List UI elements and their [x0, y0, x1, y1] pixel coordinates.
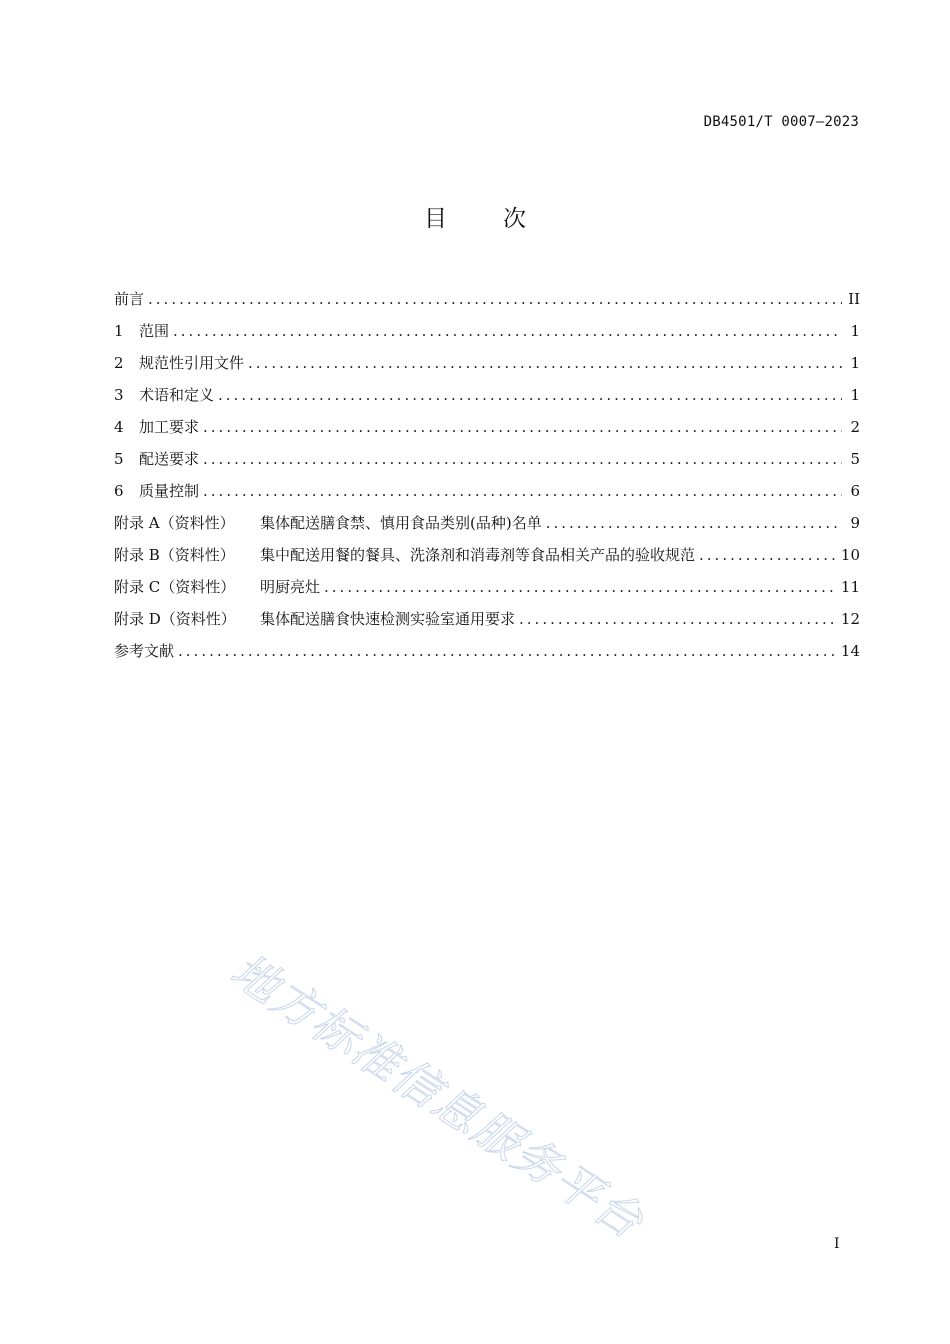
toc-entry-label: 集体配送膳食快速检测实验室通用要求 — [260, 610, 516, 628]
toc-entry-page: 12 — [840, 610, 860, 628]
toc-leader-dots — [203, 411, 842, 443]
page-number: I — [834, 1236, 840, 1252]
toc-entry-bibliography[interactable] — [114, 635, 860, 667]
toc-leader-dots — [248, 347, 842, 379]
toc-entry-quality-control[interactable] — [114, 475, 860, 507]
toc-entry-processing-requirements[interactable] — [114, 411, 860, 443]
toc-leader-dots — [173, 315, 842, 347]
toc-entry-label: 质量控制 — [139, 482, 200, 500]
toc-entry-page: 5 — [850, 450, 860, 468]
toc-entry-number: 4 — [114, 418, 124, 436]
toc-title — [0, 200, 950, 233]
toc-list — [114, 283, 860, 667]
toc-entry-label: 明厨亮灶 — [260, 578, 321, 596]
toc-entry-annex-label: 附录 D（资料性） — [114, 610, 236, 628]
toc-entry-page: 9 — [850, 514, 860, 532]
watermark-text: 地方标准信息服务平台 — [221, 942, 654, 1250]
toc-entry-page: 6 — [850, 482, 860, 500]
toc-leader-dots — [203, 443, 842, 475]
toc-entry-number: 5 — [114, 450, 124, 468]
toc-title-char-1: 目 — [424, 206, 447, 232]
toc-leader-dots — [324, 571, 835, 603]
toc-entry-label: 配送要求 — [139, 450, 200, 468]
toc-entry-label: 术语和定义 — [139, 386, 215, 404]
toc-entry-label: 集中配送用餐的餐具、洗涤剂和消毒剂等食品相关产品的验收规范 — [260, 546, 696, 564]
toc-entry-page: 10 — [840, 546, 860, 564]
toc-entry-number: 1 — [114, 322, 124, 340]
toc-leader-dots — [519, 603, 835, 635]
toc-entry-scope[interactable] — [114, 315, 860, 347]
toc-leader-dots — [699, 539, 835, 571]
toc-entry-number: 3 — [114, 386, 124, 404]
toc-entry-annex-c[interactable] — [114, 571, 860, 603]
toc-leader-dots — [178, 635, 835, 667]
toc-entry-foreword[interactable] — [114, 283, 860, 315]
toc-entry-label: 范围 — [139, 322, 170, 340]
toc-entry-annex-label: 附录 C（资料性） — [114, 578, 236, 596]
document-code: DB4501/T 0007—2023 — [703, 114, 859, 130]
toc-entry-label: 参考文献 — [114, 642, 175, 660]
toc-entry-annex-d[interactable] — [114, 603, 860, 635]
toc-entry-label: 规范性引用文件 — [139, 354, 245, 372]
toc-leader-dots — [546, 507, 842, 539]
toc-entry-annex-b[interactable] — [114, 539, 860, 571]
toc-entry-label: 加工要求 — [139, 418, 200, 436]
toc-entry-page: II — [848, 290, 860, 308]
toc-entry-normative-references[interactable] — [114, 347, 860, 379]
toc-entry-label: 集体配送膳食禁、慎用食品类别(品种)名单 — [260, 514, 542, 532]
toc-entry-page: 1 — [850, 322, 860, 340]
toc-entry-delivery-requirements[interactable] — [114, 443, 860, 475]
toc-entry-annex-label: 附录 A（资料性） — [114, 514, 235, 532]
toc-entry-terms-definitions[interactable] — [114, 379, 860, 411]
toc-entry-page: 14 — [840, 642, 860, 660]
toc-title-char-2: 次 — [503, 206, 526, 232]
toc-entry-page: 1 — [850, 386, 860, 404]
toc-entry-annex-label: 附录 B（资料性） — [114, 546, 235, 564]
toc-entry-page: 11 — [840, 578, 860, 596]
toc-leader-dots — [218, 379, 842, 411]
toc-entry-page: 1 — [850, 354, 860, 372]
toc-entry-label: 前言 — [114, 290, 145, 308]
toc-entry-number: 2 — [114, 354, 124, 372]
toc-entry-number: 6 — [114, 482, 124, 500]
toc-entry-page: 2 — [850, 418, 860, 436]
toc-leader-dots — [203, 475, 842, 507]
toc-entry-annex-a[interactable] — [114, 507, 860, 539]
toc-leader-dots — [148, 283, 842, 315]
